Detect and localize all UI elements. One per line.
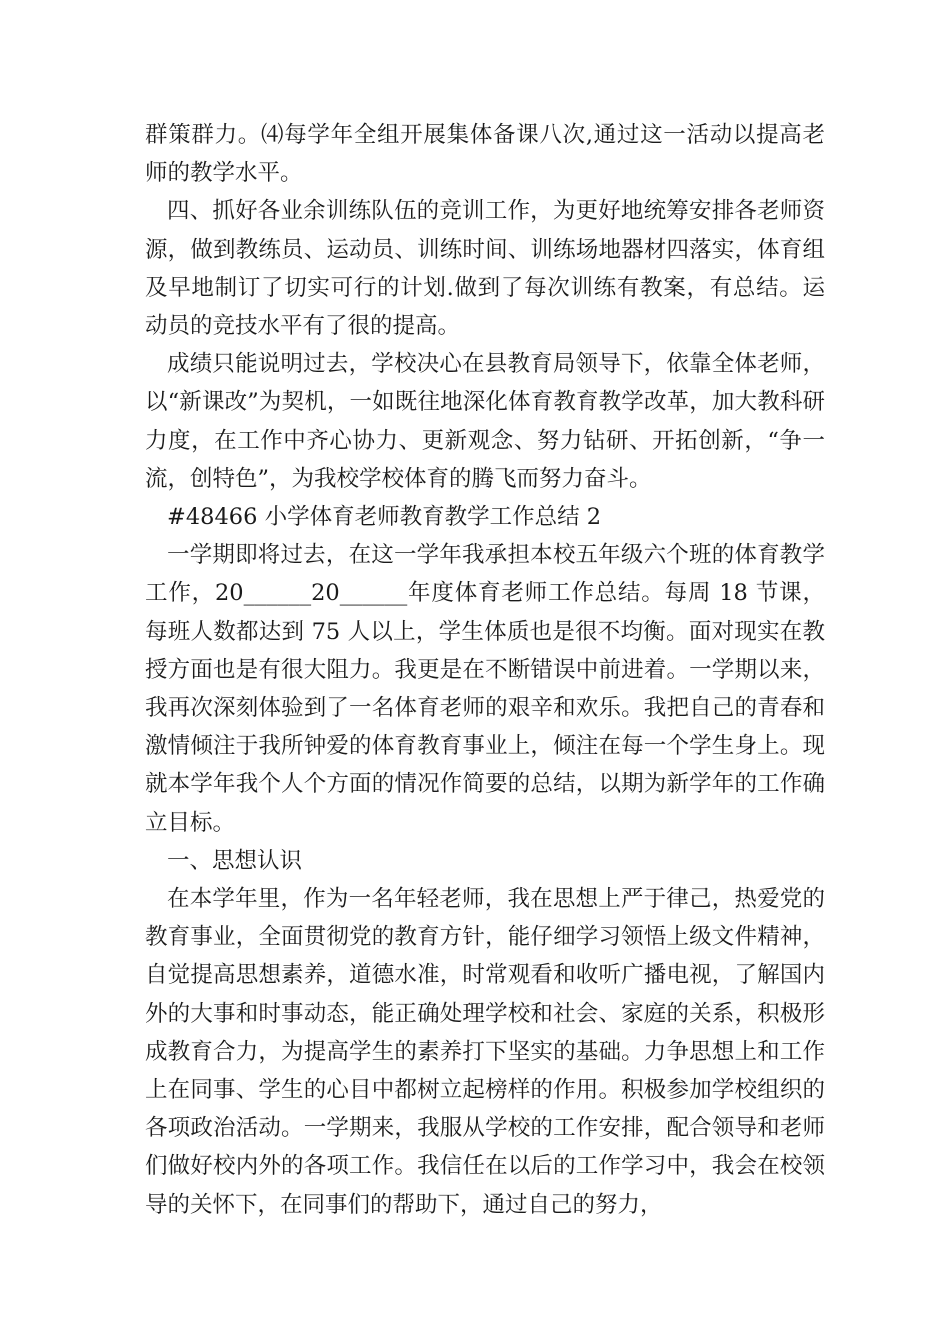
document-page [145, 116, 825, 1224]
paragraph-semester-overview: 一学期即将过去，在这一学年我承担本校五年级六个班的体育教学工作，20______20______年度体育老师工作总结。每周 18 节课，每班人数都达到 75 人以上，学生体质也是很不均衡。面对现实在教授方面也是有很大阻力。我更是在不断错误中前进着。一学期以来，我再次深刻体验到了一名体育老师的艰辛和欢乐。我把自己的青春和激情倾注于我所钟爱的体育教育事业上，倾注在每一个学生身上。现就本学年我个人个方面的情况作简要的总结，以期为新学年的工作确立目标。 [145, 542, 825, 836]
section-heading-ideology: 一、思想认识 [167, 847, 303, 874]
section-title-summary-2: #48466 小学体育老师教育教学工作总结 2 [167, 504, 602, 531]
paragraph-ideology: 在本学年里，作为一名年轻老师，我在思想上严于律己，热爱党的教育事业，全面贯彻党的教育方针，能仔细学习领悟上级文件精神，自觉提高思想素养，道德水准，时常观看和收听广播电视，了解国内外的大事和时事动态，能正确处理学校和社会、家庭的关系，积极形成教育合力，为提高学生的素养打下坚实的基础。力争思想上和工作上在同事、学生的心目中都树立起榜样的作用。积极参加学校组织的各项政治活动。一学期来，我服从学校的工作安排，配合领导和老师们做好校内外的各项工作。我信任在以后的工作学习中，我会在校领导的关怀下，在同事们的帮助下，通过自己的努力， [145, 886, 825, 1218]
paragraph-achievements: 成绩只能说明过去，学校决心在县教育局领导下，依靠全体老师，以“新课改”为契机，一如既往地深化体育教育教学改革，加大教科研力度，在工作中齐心协力、更新观念、努力钻研、开拓创新，“争一流，创特色”，为我校学校体育的腾飞而努力奋斗。 [145, 351, 825, 492]
paragraph-training-teams: 四、抓好各业余训练队伍的竞训工作，为更好地统筹安排各老师资源，做到教练员、运动员、训练时间、训练场地器材四落实，体育组及早地制订了切实可行的计划.做到了每次训练有教案，有总结。运动员的竞技水平有了很的提高。 [145, 198, 825, 340]
paragraph-collective-lesson-prep: 群策群力。⑷每学年全组开展集体备课八次,通过这一活动以提高老师的教学水平。 [145, 122, 825, 187]
